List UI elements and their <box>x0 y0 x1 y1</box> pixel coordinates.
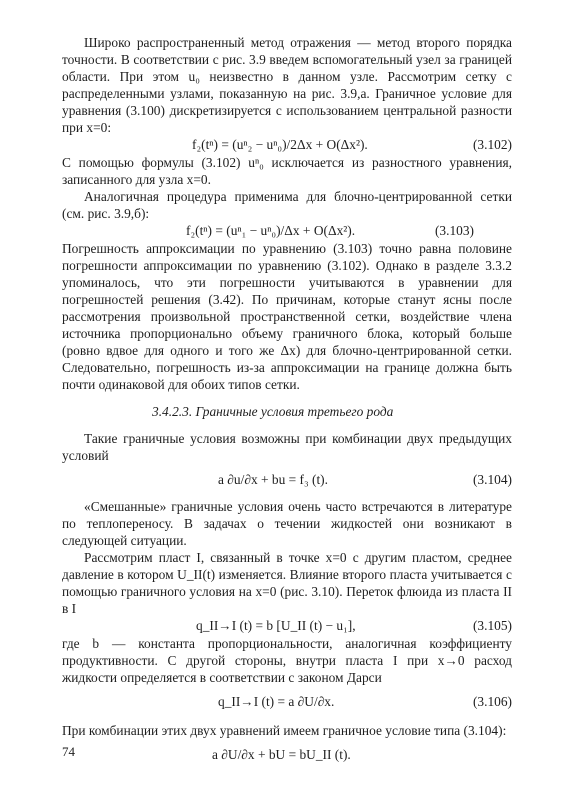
equation-formula: a ∂U/∂x + bU = bU_II (t). <box>212 747 351 762</box>
paragraph: где b — константа пропорциональности, аналогичная коэффициенту продуктивности. С другой стороны, внутри пласта I при x→0 расход жидкости определяется в соответствии с законом Дарси <box>62 636 512 685</box>
paragraph: Погрешность аппроксимации по уравнению (3.103) точно равна половине погрешности аппроксимации по уравнению (3.102). Однако в разделе 3.3.2 упоминалось, что эти погрешности учитываются в уравнении для погрешностей решения (3.42). По причинам, которые станут ясны после рассмотрения произвольной пространственной сетки, воздействие члена источника пропорционально объему граничного блока, который больше (ровно вдвое для одного и того же Δx) для блочно-центрированной сетки. Следовательно, погрешность из-за аппроксимации на границе должна быть почти одинаковой для обоих типов сетки. <box>62 241 512 392</box>
section-heading: 3.4.2.3. Граничные условия третьего рода <box>152 404 394 419</box>
page-number: 74 <box>62 744 75 759</box>
equation-number: (3.103) <box>434 223 474 238</box>
equation-3-102 <box>62 136 512 154</box>
equation-formula: q_II→I (t) = a ∂U/∂x. <box>218 694 335 709</box>
equation-formula: a ∂u/∂x + bu = f₃ (t). <box>218 472 328 487</box>
page-body <box>62 34 512 769</box>
equation-formula: f₂(tⁿ) = (uⁿ₂ − uⁿ₀)/2Δx + O(Δx²). <box>192 137 368 152</box>
paragraph: С помощью формулы (3.102) uⁿ₀ исключается из разностного уравнения, записанного для узла x=0. <box>62 155 512 187</box>
equation-formula: f₂(tⁿ) = (uⁿ₁ − uⁿ₀)/Δx + O(Δx²). <box>186 223 356 238</box>
equation-formula: q_II→I (t) = b [U_II (t) − u₁], <box>196 618 356 633</box>
equation-number: (3.105) <box>472 618 512 633</box>
equation-final <box>62 739 512 769</box>
equation-3-103 <box>62 222 512 240</box>
equation-number: (3.102) <box>472 137 512 152</box>
paragraph: «Смешанные» граничные условия очень часто встречаются в литературе по теплопереносу. В задачах о течении жидкостей они возникают в следующей ситуации. <box>62 499 512 548</box>
paragraph: Широко распространенный метод отражения — метод второго порядка точности. В соответствии с рис. 3.9 введем вспомогательный узел за границей области. При этом u₀ неизвестно в данном узле. Рассмотрим сетку с распределенными узлами, показанную на рис. 3.9,а. Граничное условие для уравнения (3.100) дискретизируется с использованием центральной разности при x=0: <box>62 35 512 135</box>
equation-3-105 <box>62 617 512 635</box>
paragraph: Рассмотрим пласт I, связанный в точке x=0 с другим пластом, среднее давление в котором U_II(t) изменяется. Влияние второго пласта учитывается с помощью граничного условия на x=0 (рис. 3.10). Переток флюида из пласта II в I <box>62 550 512 616</box>
paragraph: При комбинации этих двух уравнений имеем граничное условие типа (3.104): <box>62 723 507 738</box>
equation-number: (3.104) <box>472 472 512 487</box>
paragraph: Аналогичная процедура применима для блочно-центрированной сетки (см. рис. 3.9,б): <box>62 189 512 221</box>
paragraph: Такие граничные условия возможны при комбинации двух предыдущих условий <box>62 431 512 463</box>
equation-3-106 <box>62 686 512 716</box>
equation-number: (3.106) <box>472 694 512 709</box>
equation-3-104 <box>62 464 512 494</box>
